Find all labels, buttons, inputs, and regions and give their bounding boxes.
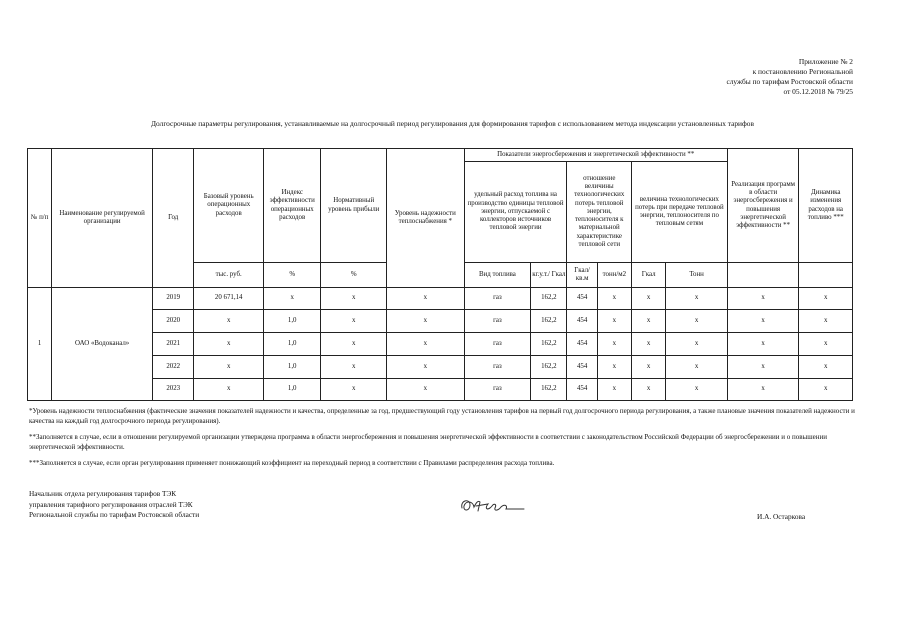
cell-tons: х <box>666 288 728 310</box>
cell-tons: х <box>666 356 728 379</box>
cell-gcal: х <box>632 356 666 379</box>
cell-dynamics: х <box>799 288 853 310</box>
cell-tons-m2: х <box>597 310 631 333</box>
cell-index: 1,0 <box>263 310 320 333</box>
cell-gcal: х <box>632 310 666 333</box>
appendix-line-1: Приложение № 2 <box>798 57 853 66</box>
header-org: Наименование регулируемой организации <box>52 149 153 288</box>
unit-base: тыс. руб. <box>194 263 264 288</box>
cell-dynamics: х <box>799 333 853 356</box>
cell-fuel-type: газ <box>464 379 531 401</box>
cell-profit: х <box>321 333 387 356</box>
cell-index: 1,0 <box>263 379 320 401</box>
cell-gcal: х <box>632 379 666 401</box>
footnote-3: ***Заполняется в случае, если орган регулирования применяет понижающий коэффициент на переходный период в соответствии с Правилами распределения расхода топлива. <box>29 459 555 467</box>
cell-gcal: х <box>632 333 666 356</box>
footnotes <box>29 406 857 474</box>
cell-tons-m2: х <box>597 333 631 356</box>
cell-dynamics: х <box>799 310 853 333</box>
header-energy-group: Показатели энергосбережения и энергетической эффективности ** <box>464 149 727 162</box>
cell-fuel-rate: 162,2 <box>531 333 567 356</box>
cell-dynamics: х <box>799 379 853 401</box>
appendix-block <box>633 57 853 97</box>
cell-fuel-type: газ <box>464 333 531 356</box>
cell-ratio: 454 <box>567 379 597 401</box>
cell-base: х <box>194 310 264 333</box>
header-base: Базовый уровень операционных расходов <box>194 149 264 263</box>
cell-reliability: х <box>387 379 465 401</box>
org-name: ОАО «Водоканал» <box>52 288 153 401</box>
cell-base: х <box>194 379 264 401</box>
footnote-1: *Уровень надежности теплоснабжения (фактические значения показателей надежности и качества, определенные за год, предшествующий году установления тарифов на первый год долгосрочного периода регулирования, а также плановые значения показателей надежности и качества на каждый год долгосрочного периода регулирования). <box>29 407 855 425</box>
cell-ratio: 454 <box>567 310 597 333</box>
cell-profit: х <box>321 310 387 333</box>
appendix-line-2: к постановлению Региональной <box>752 67 853 76</box>
cell-fuel-type: газ <box>464 288 531 310</box>
cell-base: х <box>194 333 264 356</box>
cell-fuel-rate: 162,2 <box>531 310 567 333</box>
appendix-line-4: от 05.12.2018 № 79/25 <box>783 87 853 96</box>
cell-index: х <box>263 288 320 310</box>
cell-fuel-rate: 162,2 <box>531 356 567 379</box>
unit-fuel-rate: кг.у.т./ Гкал <box>531 263 567 288</box>
header-profit: Нормативный уровень прибыли <box>321 149 387 263</box>
cell-reliability: х <box>387 288 465 310</box>
header-fuel: удельный расход топлива на производство единицы тепловой энергии, отпускаемой с коллекторов источников тепловой энергии <box>464 162 567 263</box>
table-row <box>28 288 853 310</box>
unit-gcal: Гкал <box>632 263 666 288</box>
cell-fuel-type: газ <box>464 310 531 333</box>
cell-year: 2021 <box>153 333 194 356</box>
signatory-title <box>29 489 199 521</box>
cell-programs: х <box>727 288 799 310</box>
cell-year: 2020 <box>153 310 194 333</box>
cell-base: х <box>194 356 264 379</box>
header-index: Индекс эффективности операционных расходов <box>263 149 320 263</box>
unit-dynamics <box>799 263 853 288</box>
cell-ratio: 454 <box>567 288 597 310</box>
cell-base: 20 671,14 <box>194 288 264 310</box>
document-title: Долгосрочные параметры регулирования, устанавливаемые на долгосрочный период регулирования для формирования тарифов с использованием метода индексации установленных тарифов <box>151 119 754 128</box>
cell-reliability: х <box>387 310 465 333</box>
header-dynamics: Динамика изменения расходов на топливо *** <box>799 149 853 263</box>
handwritten-signature <box>458 494 538 518</box>
header-reliability: Уровень надежности теплоснабжения * <box>387 149 465 288</box>
signatory-line-3: Региональной службы по тарифам Ростовской области <box>29 510 200 520</box>
cell-year: 2022 <box>153 356 194 379</box>
unit-ratio: Гкал/ кв.м <box>567 263 597 288</box>
unit-profit: % <box>321 263 387 288</box>
appendix-line-3: службы по тарифам Ростовской области <box>726 77 853 86</box>
signatory-line-1: Начальник отдела регулирования тарифов ТЭК <box>29 489 177 498</box>
signatory-name: И.А. Остаркова <box>757 512 806 521</box>
cell-fuel-rate: 162,2 <box>531 288 567 310</box>
cell-tons: х <box>666 310 728 333</box>
unit-tons-m2: тонн/м2 <box>597 263 631 288</box>
cell-index: 1,0 <box>263 333 320 356</box>
org-num: 1 <box>28 288 52 401</box>
header-year: Год <box>153 149 194 288</box>
header-programs: Реализация программ в области энергосбережения и повышения энергетической эффективности ** <box>727 149 799 263</box>
cell-programs: х <box>727 379 799 401</box>
footnote-2: **Заполняется в случае, если в отношении регулируемой организации утверждена программа в области энергосбережения и повышения энергетической эффективности в соответствии с законодательством Российской Федерации об энергосбережении и о повышении энергетической эффективности. <box>29 433 827 451</box>
cell-tons: х <box>666 379 728 401</box>
cell-tons-m2: х <box>597 356 631 379</box>
cell-reliability: х <box>387 356 465 379</box>
header-num: № п/п <box>28 149 52 288</box>
cell-year: 2019 <box>153 288 194 310</box>
header-ratio: отношение величины технологических потерь тепловой энергии, теплоносителя к материальной характеристике тепловой сети <box>567 162 632 263</box>
cell-tons: х <box>666 333 728 356</box>
cell-tons-m2: х <box>597 288 631 310</box>
cell-gcal: х <box>632 288 666 310</box>
unit-programs <box>727 263 799 288</box>
cell-index: 1,0 <box>263 356 320 379</box>
cell-dynamics: х <box>799 356 853 379</box>
cell-tons-m2: х <box>597 379 631 401</box>
unit-tons: Тонн <box>666 263 728 288</box>
cell-fuel-type: газ <box>464 356 531 379</box>
cell-profit: х <box>321 379 387 401</box>
header-losses: величина технологических потерь при передаче тепловой энергии, теплоносителя по тепловым сетям <box>632 162 728 263</box>
cell-profit: х <box>321 356 387 379</box>
cell-reliability: х <box>387 333 465 356</box>
unit-index: % <box>263 263 320 288</box>
cell-programs: х <box>727 356 799 379</box>
parameters-table <box>27 148 853 401</box>
cell-programs: х <box>727 333 799 356</box>
cell-ratio: 454 <box>567 333 597 356</box>
cell-ratio: 454 <box>567 356 597 379</box>
signatory-line-2: управления тарифного регулирования отраслей ТЭК <box>29 499 193 509</box>
unit-fuel-type: Вид топлива <box>464 263 531 288</box>
cell-year: 2023 <box>153 379 194 401</box>
cell-programs: х <box>727 310 799 333</box>
cell-profit: х <box>321 288 387 310</box>
cell-fuel-rate: 162,2 <box>531 379 567 401</box>
